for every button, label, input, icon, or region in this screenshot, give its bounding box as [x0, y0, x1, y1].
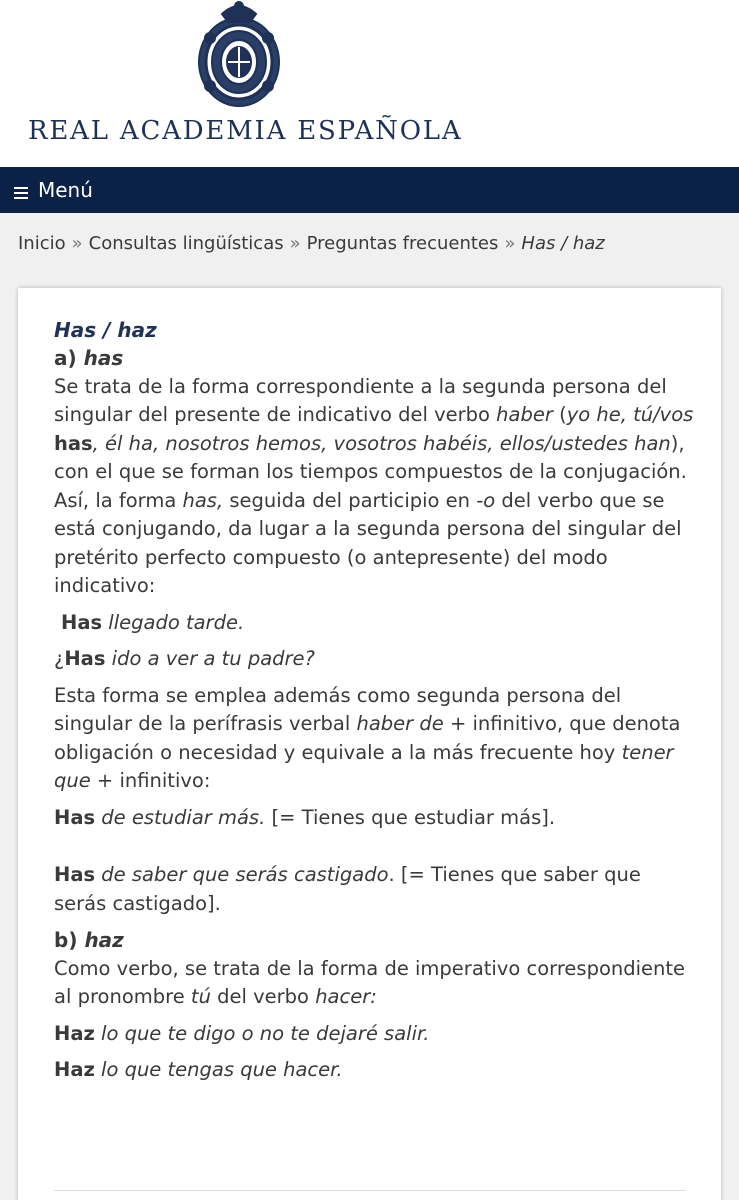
section-label: a)	[54, 346, 77, 370]
paragraph-perifrasis	[54, 682, 694, 796]
text-span: ido a ver a tu padre?	[105, 647, 315, 670]
text-span: (	[552, 403, 567, 426]
breadcrumb	[18, 233, 605, 254]
text-span: haber de	[356, 712, 444, 735]
text-span: ), con el que se forman los tiempos compuestos de la conjugación. Así, la forma	[54, 431, 687, 512]
page-title: Has / haz	[54, 318, 157, 342]
text-span: Has	[61, 610, 103, 634]
text-span: Haz	[54, 1058, 95, 1081]
text-span: del verbo que se está conjugando, da lugar a la segunda persona del singular del pretérito perfecto compuesto (o antepresente) del modo indicativo:	[54, 488, 682, 597]
spacer	[54, 832, 694, 861]
text-span: + infinitivo:	[90, 769, 211, 792]
text-span: + infinitivo, que denota obligación o necesidad y equivale a la más frecuente hoy	[54, 712, 681, 764]
example-5	[54, 1020, 694, 1049]
rae-crest-icon[interactable]	[190, 0, 288, 110]
text-span: yo he, tú/vos	[566, 403, 694, 426]
text-span: -o	[476, 488, 496, 512]
text-span: lo que tengas que hacer.	[94, 1058, 343, 1081]
text-span: Has	[54, 863, 96, 886]
breadcrumb-separator: »	[504, 233, 516, 254]
paragraph-has-definition	[54, 373, 694, 601]
hamburger-icon	[14, 186, 28, 200]
divider	[54, 1190, 686, 1191]
text-span: de estudiar más.	[95, 805, 266, 829]
section-label: b)	[54, 928, 78, 952]
breadcrumb-consultas[interactable]: Consultas lingüísticas	[88, 233, 284, 254]
text-span: , él ha, nosotros hemos, vosotros habéis, ellos/ustedes han	[92, 431, 671, 455]
section-term: has	[83, 346, 124, 370]
menu-label: Menú	[38, 178, 93, 202]
text-span: tener que	[54, 740, 674, 792]
breadcrumb-preguntas[interactable]: Preguntas frecuentes	[306, 233, 499, 254]
text-span: ¿	[54, 647, 65, 670]
text-span: de saber que serás castigado	[95, 863, 389, 886]
breadcrumb-inicio[interactable]: Inicio	[18, 233, 66, 254]
section-term: haz	[84, 928, 124, 952]
section-heading-b	[54, 926, 694, 955]
text-span: Has	[64, 647, 106, 670]
example-3	[54, 804, 694, 833]
text-span: tú	[190, 985, 211, 1008]
text-span: has,	[182, 488, 224, 512]
text-span: llegado tarde.	[102, 610, 245, 634]
text-span: Haz	[54, 1021, 95, 1045]
text-span: del verbo	[210, 985, 316, 1008]
example-2	[54, 645, 694, 674]
text-span: haber	[496, 403, 553, 426]
breadcrumb-separator: »	[71, 233, 83, 254]
example-1	[54, 609, 694, 638]
paragraph-haz-definition	[54, 955, 694, 1012]
text-span: Se trata de la forma correspondiente a la segunda persona del singular del presente de indicativo del verbo	[54, 374, 667, 426]
article-content	[54, 316, 694, 1093]
text-span: has	[54, 431, 93, 455]
example-4	[54, 861, 694, 918]
site-title[interactable]: REAL ACADEMIA ESPAÑOLA	[28, 116, 463, 146]
breadcrumb-separator: »	[289, 233, 301, 254]
breadcrumb-current: Has / haz	[521, 233, 605, 254]
text-span: [= Tienes que estudiar más].	[265, 805, 556, 829]
text-span: lo que te digo o no te dejaré salir.	[94, 1021, 430, 1045]
text-span: Esta forma se emplea además como segunda persona del singular de la perífrasis verbal	[54, 683, 622, 735]
example-6	[54, 1056, 694, 1085]
site-header	[0, 0, 739, 167]
text-span: Has	[54, 805, 96, 829]
text-span: seguida del participio en	[223, 488, 477, 512]
menu-toggle-button[interactable]	[0, 167, 739, 213]
text-span: Como verbo, se trata de la forma de imperativo correspondiente al pronombre	[54, 956, 686, 1008]
text-span: hacer:	[315, 985, 377, 1008]
section-heading-a	[54, 344, 694, 373]
text-span: . [= Tienes que saber que serás castigado].	[54, 863, 641, 915]
